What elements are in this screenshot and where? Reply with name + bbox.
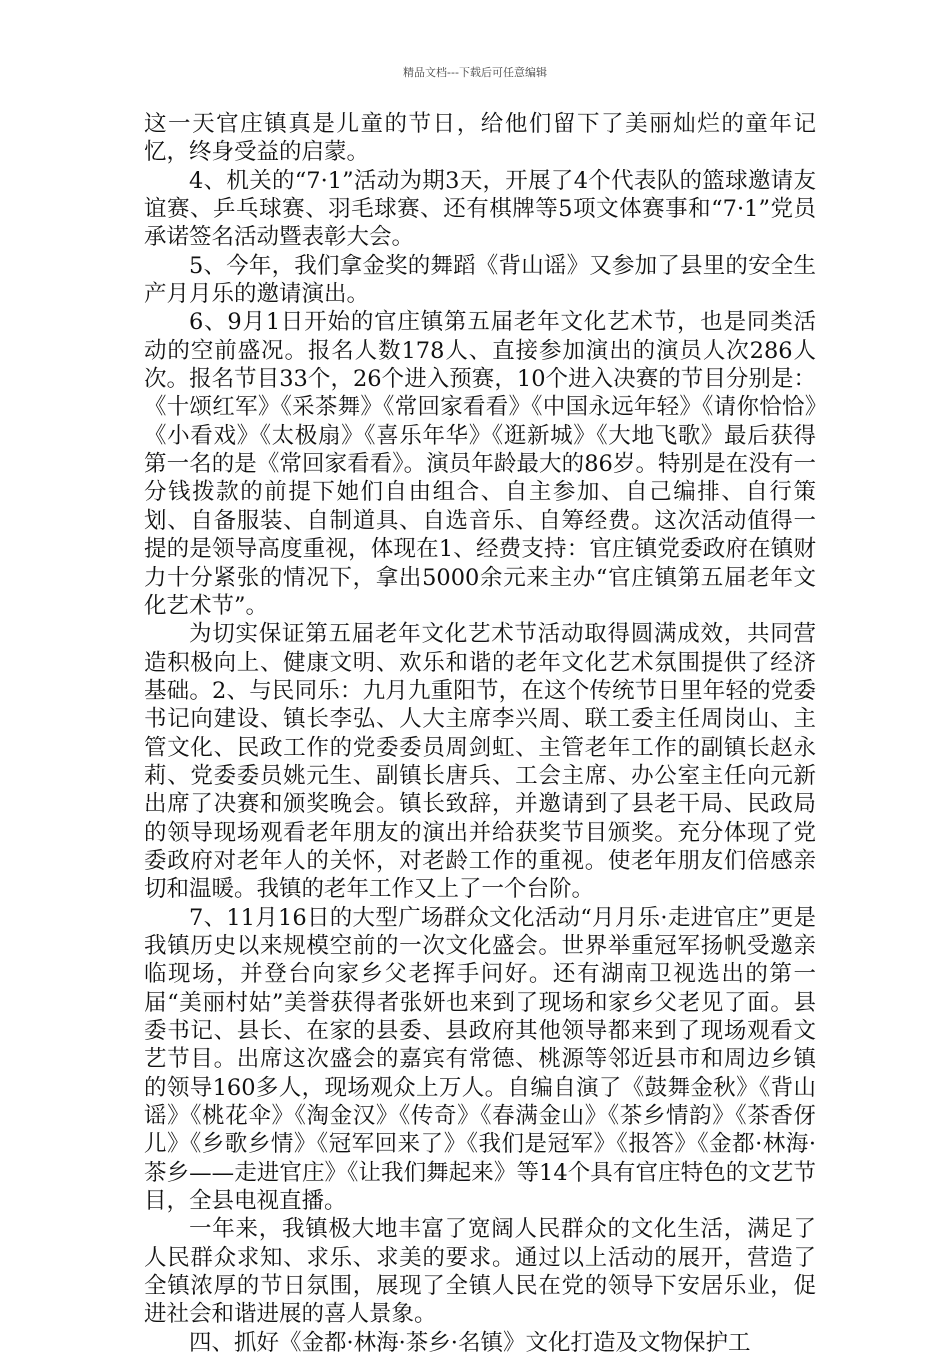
paragraph: 四、抓好《金都·林海·茶乡·名镇》文化打造及文物保护工	[189, 1329, 751, 1356]
paragraph: 6、9月1日开始的官庄镇第五届老年文化艺术节，也是同类活动的空前盛况。报名人数178人、直接参加演出的演员人次286人次。报名节目33个，26个进入预赛，10个进入决赛的节目分别是：《十颂红军》《采茶舞》《常回家看看》《中国永远年轻》《请你恰恰》《小看戏》《太极扇》《喜乐年华》《逛新城》《大地飞歌》最后获得第一名的是《常回家看看》。演员年龄最大的86岁。特别是在没有一分钱拨款的前提下她们自由组合、自主参加、自己编排、自行策划、自备服装、自制道具、自选音乐、自筹经费。这次活动值得一提的是领导高度重视，体现在1、经费支持：官庄镇党委政府在镇财力十分紧张的情况下，拿出5000余元来主办“官庄镇第五届老年文化艺术节”。	[144, 309, 816, 619]
paragraph: 7、11月16日的大型广场群众文化活动“月月乐·走进官庄”更是我镇历史以来规模空前的一次文化盛会。世界举重冠军扬帆受邀亲临现场，并登台向家乡父老挥手问好。还有湖南卫视选出的第一届“美丽村姑”美誉获得者张妍也来到了现场和家乡父老见了面。县委书记、县长、在家的县委、县政府其他领导都来到了现场观看文艺节目。出席这次盛会的嘉宾有常德、桃源等邻近县市和周边乡镇的领导160多人，现场观众上万人。自编自演了《鼓舞金秋》《背山谣》《桃花伞》《淘金汉》《传奇》《春满金山》《茶乡情韵》《茶香伢儿》《乡歌乡情》《冠军回来了》《我们是冠军》《报答》《金都·林海·茶乡——走进官庄》《让我们舞起来》等14个具有官庄特色的文艺节目，全县电视直播。	[144, 904, 816, 1215]
document-body	[144, 110, 816, 1357]
paragraph: 一年来，我镇极大地丰富了宽阔人民群众的文化生活，满足了人民群众求知、求乐、求美的要求。通过以上活动的展开，营造了全镇浓厚的节日氛围，展现了全镇人民在党的领导下安居乐业，促进社会和谐进展的喜人景象。	[144, 1216, 816, 1328]
paragraph: 为切实保证第五届老年文化艺术节活动取得圆满成效，共同营造积极向上、健康文明、欢乐和谐的老年文化艺术氛围提供了经济基础。2、与民同乐：九月九重阳节，在这个传统节日里年轻的党委书记向建设、镇长李弘、人大主席李兴周、联工委主任周岗山、主管文化、民政工作的党委委员周剑虹、主管老年工作的副镇长赵永莉、党委委员姚元生、副镇长唐兵、工会主席、办公室主任向元新出席了决赛和颁奖晚会。镇长致辞，并邀请到了县老干局、民政局的领导现场观看老年朋友的演出并给获奖节目颁奖。充分体现了党委政府对老年人的关怀，对老龄工作的重视。使老年朋友们倍感亲切和温暖。我镇的老年工作又上了一个台阶。	[144, 621, 816, 903]
paragraph: 4、机关的“7·1”活动为期3天，开展了4个代表队的篮球邀请友谊赛、乒乓球赛、羽毛球赛、还有棋牌等5项文体赛事和“7·1”党员承诺签名活动暨表彰大会。	[144, 167, 816, 251]
paragraph: 5、今年，我们拿金奖的舞蹈《背山谣》又参加了县里的安全生产月月乐的邀请演出。	[144, 252, 816, 308]
page-header: 精品文档---下载后可任意编辑	[403, 66, 547, 79]
paragraph: 这一天官庄镇真是儿童的节日，给他们留下了美丽灿烂的童年记忆，终身受益的启蒙。	[144, 111, 816, 166]
